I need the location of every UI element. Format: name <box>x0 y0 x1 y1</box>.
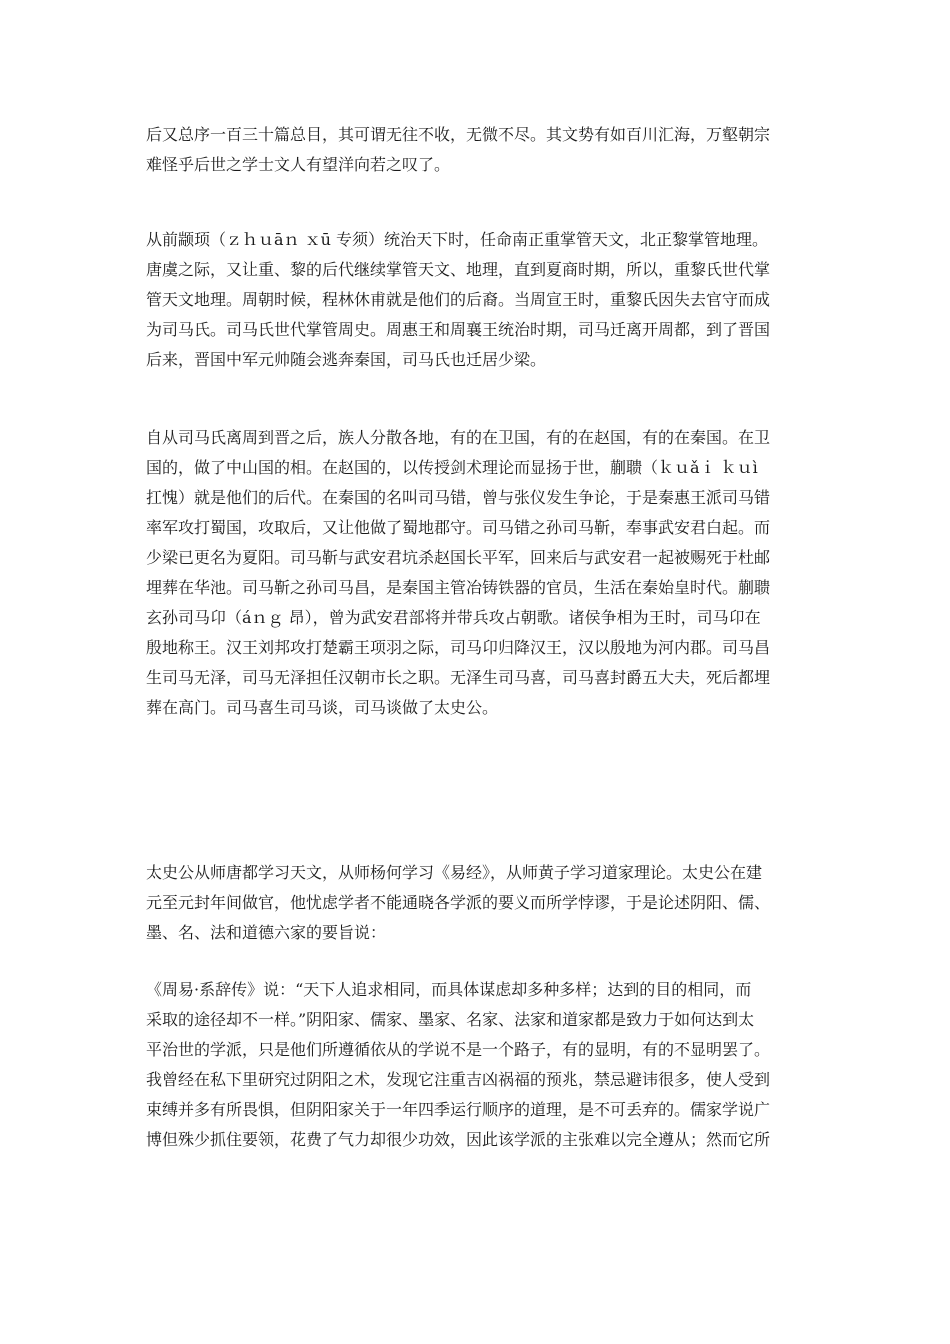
paragraph-1 <box>146 120 826 180</box>
text-line: 从前颛顼（ｚｈｕāｎ ｘū 专须）统治天下时，任命南正重掌管天文，北正黎掌管地理。 <box>146 230 769 249</box>
text-line: 率军攻打蜀国，攻取后，又让他做了蜀地郡守。司马错之孙司马靳，奉事武安君白起。而 <box>146 518 771 537</box>
text-line: 玄孙司马卬（áｎｇ 昂），曾为武安君部将并带兵攻占朝歌。诸侯争相为王时，司马卬在 <box>146 608 761 627</box>
text-line: 采取的途径却不一样。”阴阳家、儒家、墨家、名家、法家和道家都是致力于如何达到太 <box>146 1010 755 1029</box>
text-line: 自从司马氏离周到晋之后，族人分散各地，有的在卫国，有的在赵国，有的在秦国。在卫 <box>146 428 771 447</box>
text-line: 殷地称王。汉王刘邦攻打楚霸王项羽之际，司马卬归降汉王，汉以殷地为河内郡。司马昌 <box>146 638 771 657</box>
text-line: 太史公从师唐都学习天文，从师杨何学习《易经》，从师黄子学习道家理论。太史公在建 <box>146 863 763 882</box>
text-line: 元至元封年间做官，他忧虑学者不能通晓各学派的要义而所学悖谬，于是论述阴阳、儒、 <box>146 893 771 912</box>
text-line: 埋葬在华池。司马靳之孙司马昌，是秦国主管冶铸铁器的官员，生活在秦始皇时代。蒯聩 <box>146 578 771 597</box>
text-line: 博但殊少抓住要领，花费了气力却很少功效，因此该学派的主张难以完全遵从；然而它所 <box>146 1130 771 1149</box>
paragraph-2 <box>146 225 826 375</box>
text-line: 葬在高门。司马喜生司马谈，司马谈做了太史公。 <box>146 698 499 717</box>
text-line: 束缚并多有所畏惧，但阴阳家关于一年四季运行顺序的道理，是不可丢弃的。儒家学说广 <box>146 1100 771 1119</box>
text-line: 为司马氏。司马氏世代掌管周史。周惠王和周襄王统治时期，司马迁离开周都，到了晋国 <box>146 320 771 339</box>
text-line: 唐虞之际，又让重、黎的后代继续掌管天文、地理，直到夏商时期，所以，重黎氏世代掌 <box>146 260 771 279</box>
text-line: 平治世的学派，只是他们所遵循依从的学说不是一个路子，有的显明，有的不显明罢了。 <box>146 1040 771 1059</box>
paragraph-5 <box>146 975 826 1155</box>
text-line: 管天文地理。周朝时候，程林休甫就是他们的后裔。当周宣王时，重黎氏因失去官守而成 <box>146 290 771 309</box>
text-line: 生司马无泽，司马无泽担任汉朝市长之职。无泽生司马喜，司马喜封爵五大夫，死后都埋 <box>146 668 771 687</box>
paragraph-4 <box>146 858 826 948</box>
text-line: 墨、名、法和道德六家的要旨说： <box>146 923 387 942</box>
text-line: 后来，晋国中军元帅随会逃奔秦国，司马氏也迁居少梁。 <box>146 350 547 369</box>
text-line: 难怪乎后世之学士文人有望洋向若之叹了。 <box>146 155 451 174</box>
text-line: 扛愧）就是他们的后代。在秦国的名叫司马错，曾与张仪发生争论，于是秦惠王派司马错 <box>146 488 771 507</box>
paragraph-3 <box>146 423 826 723</box>
text-line: 后又总序一百三十篇总目，其可谓无往不收，无微不尽。其文势有如百川汇海，万壑朝宗 <box>146 125 771 144</box>
text-line: 我曾经在私下里研究过阴阳之术，发现它注重吉凶祸福的预兆，禁忌避讳很多，使人受到 <box>146 1070 771 1089</box>
text-line: 《周易·系辞传》说：“天下人追求相同，而具体谋虑却多种多样；达到的目的相同，而 <box>146 980 752 999</box>
text-line: 少梁已更名为夏阳。司马靳与武安君坑杀赵国长平军，回来后与武安君一起被赐死于杜邮 <box>146 548 771 567</box>
text-line: 国的，做了中山国的相。在赵国的，以传授剑术理论而显扬于世，蒯聩（ｋｕǎｉ ｋｕì <box>146 458 758 477</box>
